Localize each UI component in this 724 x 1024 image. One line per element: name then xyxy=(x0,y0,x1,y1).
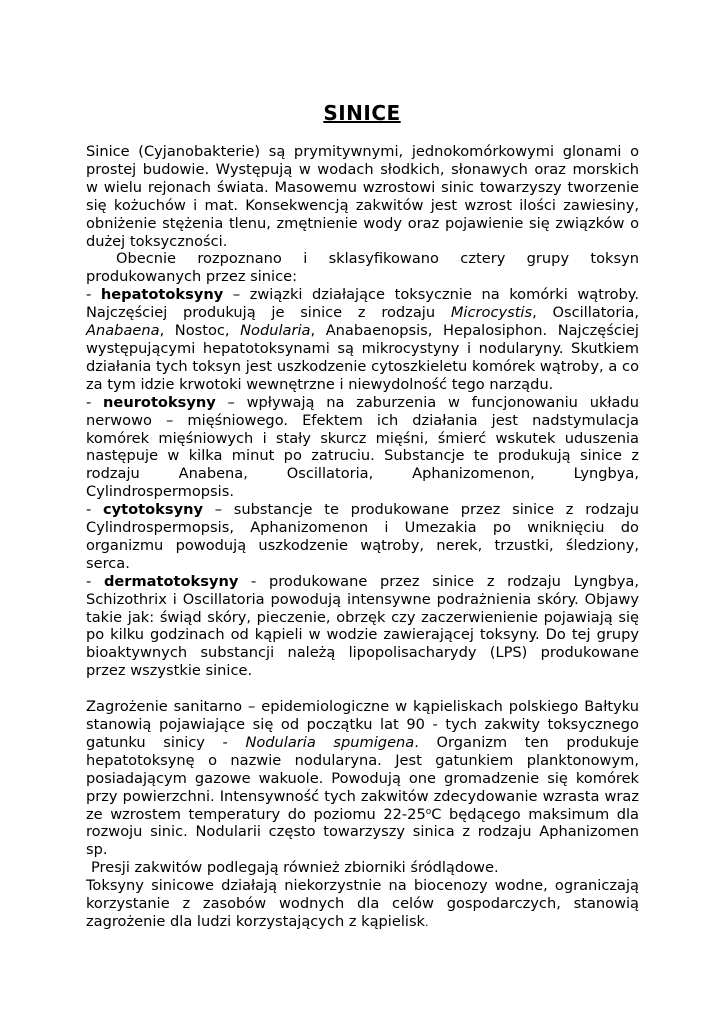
neurotoxins-term: neurotoksyny xyxy=(103,393,216,411)
list-dash: - xyxy=(86,393,104,411)
list-dash: - xyxy=(86,572,104,590)
hepatotoxins-term: hepatotoksyny xyxy=(100,286,224,304)
baltic-threat-paragraph xyxy=(86,698,639,859)
neurotoxins-text: – wpływają na zaburzenia w funcjonowaniu układu nerwowo – mięśniowego. Efektem ich działania jest nadstymulacja komórek mięśniowych i stały skurcz mięśni, śmierć wskutek uduszenia następuje w kilka minut po zatruciu. Substancje te produkują sinice z rodzaju Anabena, Oscillatoria, Aphanizomenon, Lyngbya, Cylindrospermopsis. xyxy=(86,393,639,501)
conclusion-period: . xyxy=(425,915,429,929)
hepatotoxins-text: – związki działające toksycznie na komórki wątroby. Najczęściej produkują je sinice z rodzaju xyxy=(86,286,640,322)
baltic-text-1: Zagrożenie sanitarno – epidemiologiczne w kąpieliskach polskiego Bałtyku stanowią pojawiające się od początku lat 90 - tych zakwity toksycznego gatunku sinicy - xyxy=(86,698,639,751)
paragraph-spacer xyxy=(86,680,639,698)
conclusion-paragraph xyxy=(86,877,639,932)
baltic-text-3: C będącego maksimum dla rozwoju sinic. Nodularii często towarzyszy sinica z rodzaju Aphanizomen sp. xyxy=(86,805,639,859)
degree-superscript: o xyxy=(425,806,432,817)
baltic-text-2: . Organizm ten produkuje hepatotoksynę o nazwie nodularyna. Jest gatunkiem planktonowym, posiadającym gazowe wakuole. Powodują one gromadzenie się komórek przy powierzchni. Intensywność tych zakwitów zdecydowanie wzrasta wraz ze wzrostem temperatury do poziomu 22-25 xyxy=(86,733,639,823)
inland-waters-paragraph: Presji zakwitów podlegają również zbiorniki śródlądowe. xyxy=(91,859,499,877)
dermatotoxins-paragraph xyxy=(86,573,639,680)
document-body xyxy=(86,143,639,932)
page-title: SINICE xyxy=(323,101,401,125)
toxin-groups-intro: Obecnie rozpoznano i sklasyfikowano cztery grupy toksyn produkowanych przez sinice: xyxy=(86,250,639,286)
intro-paragraph: Sinice (Cyjanobakterie) są prymitywnymi, jednokomórkowymi glonami o prostej budowie. Występują w wodach słodkich, słonawych oraz morskich w wielu rejonach świata. Masowemu wzrostowi sinic towarzyszy tworzenie się kożuchów i mat. Konsekwencją zakwitów jest wzrost ilości zawiesiny, obniżenie stężenia tlenu, zmętnienie wody oraz pojawienie się związków o dużej toksyczności. xyxy=(86,143,639,250)
cytotoxins-text: – substancje te produkowane przez sinice z rodzaju Cylindrospermopsis, Aphanizomenon i Umezakia po wniknięciu do organizmu powodują uszkodzenie wątroby, nerek, trzustki, śledziony, serca. xyxy=(86,501,639,572)
genus-nodularia: Nodularia xyxy=(240,322,311,340)
genus-anabaena: Anabaena xyxy=(86,322,160,340)
species-nodularia-spumigena: Nodularia spumigena xyxy=(245,733,415,751)
hepatotoxins-text-2: , Oscillatoria, xyxy=(532,304,639,322)
hepatotoxins-paragraph xyxy=(86,286,639,393)
genus-microcystis: Microcystis xyxy=(450,304,533,322)
cytotoxins-paragraph xyxy=(86,501,639,573)
cytotoxins-term: cytotoksyny xyxy=(103,501,203,519)
hepatotoxins-text-3: , Nostoc, xyxy=(159,322,241,340)
hepatotoxins-text-4: , Anabaenopsis, Hepalosiphon. Najczęściej występującymi hepatotoksynami są mikrocystyny i nodularyny. Skutkiem działania tych toksyn jest uszkodzenie cytoszkieletu komórek wątroby, a co za tym idzie krwotoki wewnętrzne i niewydolność tego narządu. xyxy=(86,322,639,393)
neurotoxins-paragraph xyxy=(86,394,639,501)
list-dash: - xyxy=(86,501,104,519)
dermatotoxins-text: - produkowane przez sinice z rodzaju Lyngbya, Schizothrix i Oscillatoria powodują intensywne podrażnienia skóry. Objawy takie jak: świąd skóry, pieczenie, obrzęk czy zaczerwienienie pojawiają się po kilku godzinach od kąpieli w wodzie zawierającej toksyny. Do tej grupy bioaktywnych substancji należą lipopolisacharydy (LPS) produkowane przez wszystkie sinice. xyxy=(86,572,640,680)
conclusion-text: Toksyny sinicowe działają niekorzystnie na biocenozy wodne, ograniczają korzystanie z zasobów wodnych dla celów gospodarczych, stanowią zagrożenie dla ludzi korzystających z kąpielisk xyxy=(86,877,639,930)
dermatotoxins-term: dermatotoksyny xyxy=(103,572,239,590)
list-dash: - xyxy=(86,286,101,304)
